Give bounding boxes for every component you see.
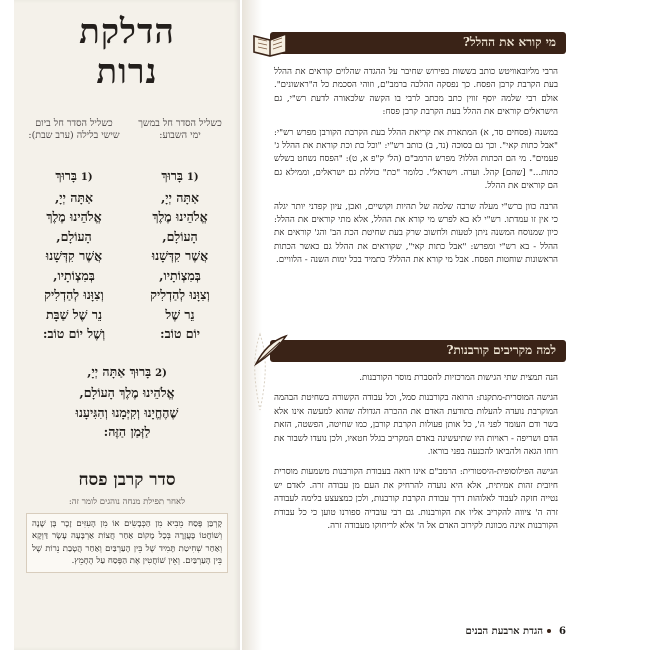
blessing-number: (1: [186, 172, 199, 183]
quill-icon: [250, 334, 290, 368]
section-heading: מי קורא את ההלל?: [463, 35, 556, 49]
korban-pesach-subtitle: לאחר תפילת מנחה נוהגים לומר זה:: [68, 496, 186, 507]
paragraph: הנה תמצית שתי הגישות המרכזיות להסברת מוסר הקורבנות.: [359, 373, 558, 383]
section-heading-banner: [270, 340, 566, 362]
korban-pesach-text: קָרְבַּן פֶּסַח מֵבִיא מִן הַכְּבָשִׂים אוֹ מִן הָעִזִּים זָכָר בֶּן שָׁנָה וְשׁוֹחֲטוֹ בָּעֲזָרָה בְּכָל מָקוֹם אַחַר חֲצוֹת אַרְבָּעָה עָשָׂר דַּוְקָא וְאַחַר שְׁחִיטַת תָּמִיד שֶׁל בֵּין הָעַרְבַּיִם וְאַחַר הֲטָבַת נֵרוֹת שֶׁל בֵּין הָעַרְבַּיִם. וְאֵין שׁוֹחֲטִין אֶת הַפֶּסַח עַל הֶחָמֵץ.: [26, 513, 228, 573]
paragraph: הגישה הפילוסופית-היסטורית: הרמב"ם אינו רואה בעבודת הקורבנות משמעות מוסרית חיובית זהות אמיתית, אלא היא נועדה להרחיק את העם מן עבודה זרה. לאדם יש נטייה חזקה לעבוד לאלוהות דרך עבודת הקרבת קורבנות, ולכן כמצעצע בלימה לעבודה זרה ה' ציווה להקריב אליו את הקורבנות. גם רבי עובדיה ספורנו טוען כי כל עבודת הקורבנות אינה מכוונת לקירוב האדם אל ה' אלא לריחוקו מעבודה זרה.: [274, 467, 558, 532]
paragraph: במשנה (פסחים סד, א) המתארת את קריאת ההלל בעת הקרבת הקורבן מפרש רש"י: "אבל כתות קאי". וכך גם בסוכה (נד, ב) כותב רש"י: "וכל כת וכת קוראת את ההלל ג' פעמים". מי הם הכתות הללו? מפרש הרמב"ם (הל' ק"פ א, ט): "הפסח נשחט בשלש כתות..." [שהם] קהל. ועדה. וישראל". כלומר "כת" כוללת גם ישראלים, וממילא גם הם קוראים את ההלל.: [274, 127, 558, 192]
book-title: הגדת ארבעת הבנים: [465, 626, 544, 637]
shehecheyanu-blessing: (2בָּרוּךְ אַתָּה יְיָ, אֱלֹהֵינוּ מֶלֶךְ הָעוֹלָם, שֶׁהֶחֱיָנוּ וְקִיְּמָנוּ וְהִגִּיעָנוּ לַזְּמַן הַזֶּה:: [75, 363, 179, 439]
shabbat-header: כשליל הסדר חל ביום שישי בלילה (ערב שבת):: [28, 118, 120, 141]
page-gutter: [242, 0, 262, 650]
candle-lighting-title: הדלקת נרות: [79, 12, 175, 92]
blessing-number: (1: [80, 172, 93, 183]
paragraph: הגישה המוסרית-מתקנת: הרואה בקורבנות סמל, וכל עבודה הקשורה בשחיטת הבהמה המוקרבת נועדה להעלות בתודעת האדם את ההכרה הגדולה שהוא למעשה אינו אלא בשר ודם העומד לפני ה', כל אותן פעולות הקרבת קורבן, כמו שחיטה, הפשטה, הזאת הדם ושריפה - ראויות היו שתיעשינה באדם המקריב בגלל חטאיו, ולכן נועדו לשבור את רוחו הגאה ולהביאו להכנעה בפני בוראו.: [274, 393, 558, 458]
weekday-blessing: כשליל הסדר חל במשך ימי השבוע: (1בָּרוּךְ אַתָּה יְיָ, אֱלֹהֵינוּ מֶלֶךְ הָעוֹלָם, אֲשֶׁר קִדְּשָׁנוּ בְּמִצְוֹתָיו, וְצִוָּנוּ לְהַדְלִיק נֵר שֶׁל יוֹם טוֹב:: [132, 118, 228, 344]
bullet-icon: [547, 629, 551, 633]
open-book-icon: [250, 26, 290, 58]
shabbat-blessing: כשליל הסדר חל ביום שישי בלילה (ערב שבת): (1בָּרוּךְ אַתָּה יְיָ, אֱלֹהֵינוּ מֶלֶךְ הָעוֹלָם, אֲשֶׁר קִדְּשָׁנוּ בְּמִצְוֹתָיו, וְצִוָּנוּ לְהַדְלִיק נֵר שֶׁל שַׁבָּת וְשֶׁל יוֹם טוֹב:: [26, 118, 122, 344]
paragraph: הרבה כוון ברש"י מעלה שרבה שלמה של תהיות וקושיים, ואכן, עיון קפדני יותר יגלה כי אין זו עמדתו. רש"י לא בא לפרש מי קורא את ההלל, אלא מתי קוראים את ההלל: כיון שמנוסח המשנה ניתן לטעות ולחשוב שרק בעת שחיטת הכת הב' והג' קוראים את ההלל - בא רש"י ומפרש: "אבל כתות קאי", שקוראים את ההלל גם כאשר הכתות הראשונות שוחטות הפסח. אבל מי קורא את ההלל? כתמיד בכל ימות השנה - הלוויים.: [274, 201, 558, 266]
paragraph: הרבי מליובאוויטש כותב בששות בפירוש שחיבר על ההגדה שהלוים קוראים את ההלל בעת הקרבת קרבן הפסח. כך נפסקה ההלכה ברמב"ם, וזוהי הסכמת כל ה"ראשונים". אולם רבי שלמה יוסף זווין כתב מכתב לרבי בו הקשה שלכאורה לדעת רש"י, גם הישראלים קוראים את ההלל בעת הקרבת קרבן פסח:: [274, 67, 558, 118]
page-footer: [270, 626, 566, 637]
commentary-column: [270, 0, 566, 650]
section-heading-banner: [270, 32, 566, 54]
weekday-header: כשליל הסדר חל במשך ימי השבוע:: [138, 118, 222, 141]
page-number: 6: [559, 626, 566, 637]
korban-pesach-title: סדר קרבן פסח: [78, 469, 176, 490]
candle-lighting-sidebar: [14, 0, 240, 650]
blessing-number: (2: [155, 367, 167, 379]
section-heading: למה מקריבים קורבנות?: [446, 343, 556, 357]
